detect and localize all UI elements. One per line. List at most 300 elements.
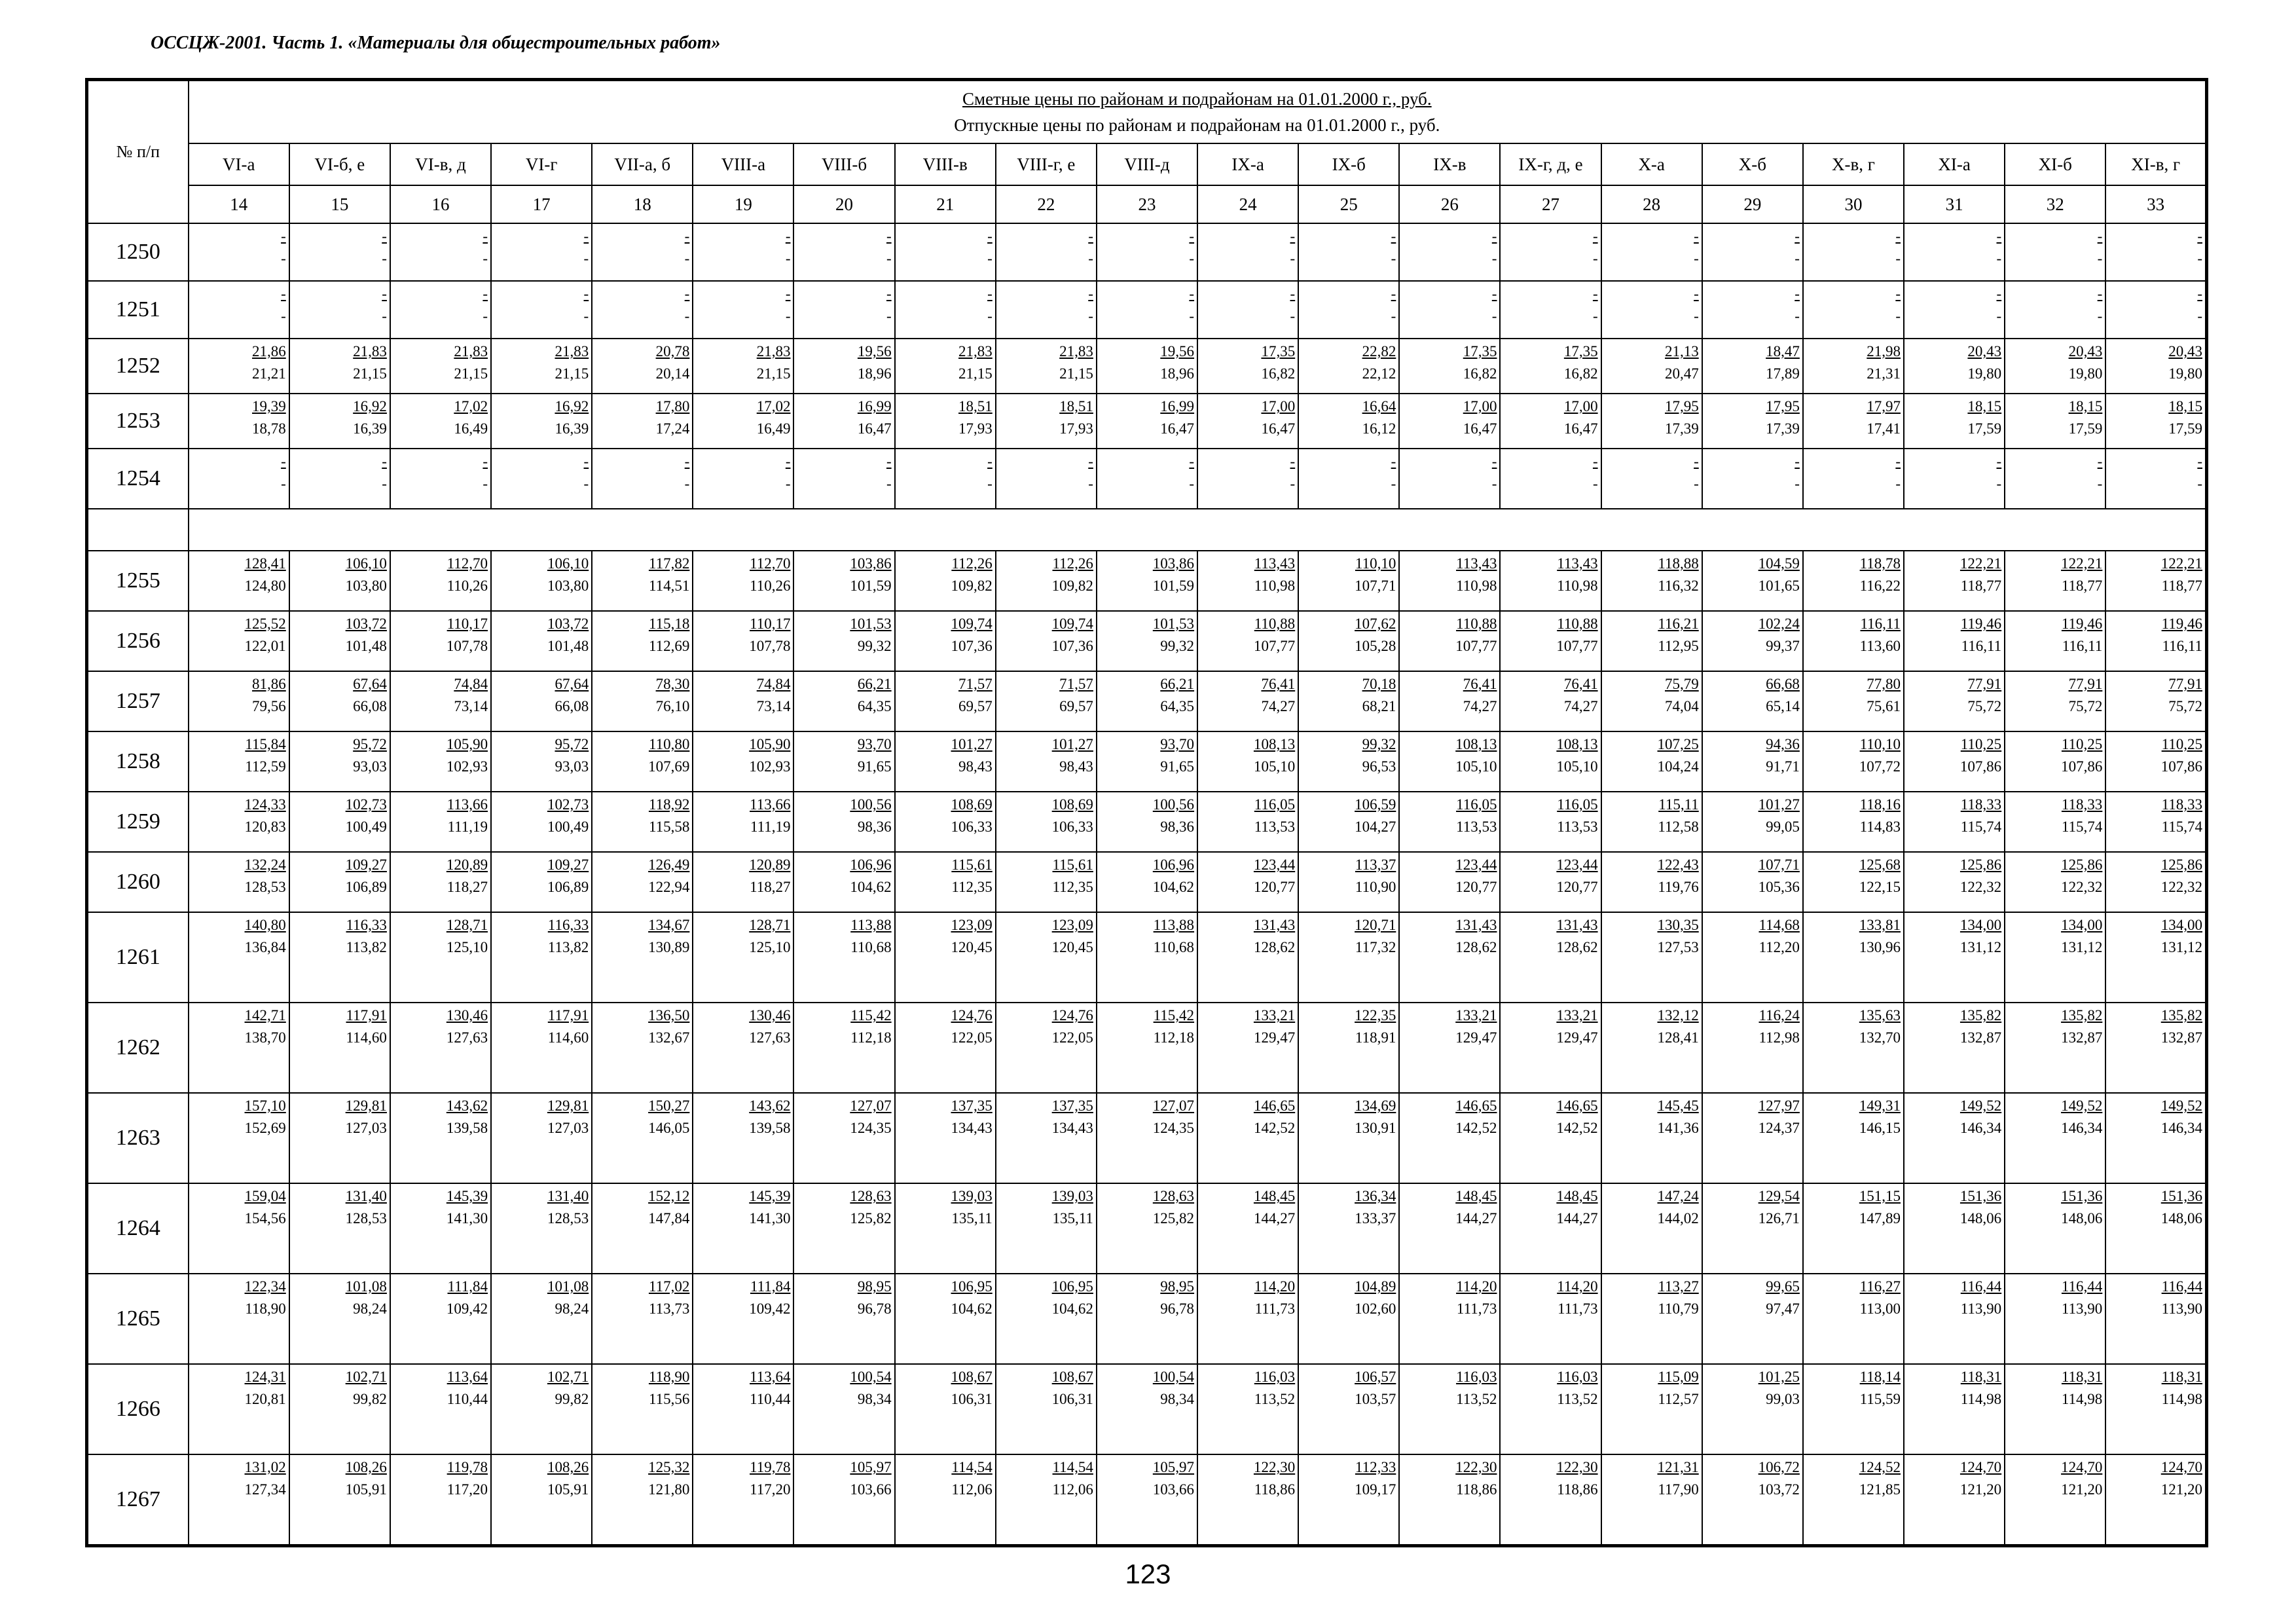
price-cell — [390, 1454, 491, 1546]
price-cell — [1601, 1183, 1702, 1274]
estimate-price: 106,59 — [1355, 796, 1396, 813]
price-cell — [1601, 551, 1702, 611]
region-header: Х-в, г — [1803, 143, 1904, 185]
region-header: VIII-б — [793, 143, 894, 185]
release-price: 109,82 — [951, 578, 993, 594]
release-price: 112,35 — [1052, 879, 1093, 895]
release-price: 113,90 — [2061, 1301, 2103, 1317]
estimate-price: 113,88 — [850, 917, 892, 933]
price-cell — [996, 792, 1097, 852]
estimate-price: 122,30 — [1455, 1459, 1497, 1475]
price-cell — [1601, 671, 1702, 731]
price-cell — [1399, 1454, 1500, 1546]
estimate-price: 117,82 — [648, 555, 690, 572]
estimate-price: 116,11 — [1860, 616, 1901, 632]
estimate-price: 18,15 — [2068, 398, 2103, 415]
price-cell — [1500, 792, 1601, 852]
estimate-price: 128,71 — [446, 917, 488, 933]
price-cell — [1803, 611, 1904, 671]
release-price: - — [483, 308, 488, 324]
price-cell — [2105, 1364, 2206, 1454]
release-price: 112,06 — [1052, 1481, 1093, 1498]
estimate-price: 99,65 — [1766, 1278, 1800, 1295]
release-price: 16,82 — [1463, 365, 1497, 382]
release-price: 112,57 — [1658, 1391, 1699, 1407]
release-price: - — [1189, 475, 1195, 492]
price-cell — [390, 611, 491, 671]
price-cell — [1197, 223, 1298, 281]
estimate-price: 118,88 — [1658, 555, 1699, 572]
price-cell — [1601, 1093, 1702, 1183]
estimate-price: 19,56 — [857, 343, 892, 360]
estimate-price: 146,65 — [1556, 1098, 1598, 1114]
estimate-price: 106,96 — [1152, 857, 1195, 873]
release-price: 120,81 — [244, 1391, 286, 1407]
price-cell — [491, 223, 592, 281]
release-price: 75,72 — [2168, 698, 2202, 714]
release-price: 117,20 — [750, 1481, 791, 1498]
estimate-price: - — [583, 453, 589, 470]
price-cell — [491, 912, 592, 1003]
price-cell — [1601, 339, 1702, 394]
release-price: 115,74 — [1960, 819, 2002, 835]
release-price: 21,15 — [958, 365, 993, 382]
release-price: 118,77 — [2061, 578, 2103, 594]
price-cell — [289, 1454, 390, 1546]
estimate-price: 109,27 — [547, 857, 589, 873]
region-header: VIII-а — [693, 143, 793, 185]
release-price: 128,62 — [1556, 939, 1598, 955]
release-price: - — [1795, 250, 1800, 267]
release-price: 93,03 — [353, 758, 387, 775]
release-price: 99,82 — [555, 1391, 589, 1407]
release-price: 113,90 — [2161, 1301, 2202, 1317]
estimate-price: 77,91 — [1967, 676, 2002, 692]
estimate-price: 118,16 — [1859, 796, 1901, 813]
estimate-price: - — [1592, 453, 1598, 470]
price-cell — [592, 223, 693, 281]
release-price: 116,11 — [2062, 638, 2103, 654]
price-cell — [390, 852, 491, 912]
estimate-price: - — [785, 228, 791, 244]
price-cell — [1803, 223, 1904, 281]
release-price: 93,03 — [555, 758, 589, 775]
price-cell — [1601, 1364, 1702, 1454]
estimate-price: 116,33 — [547, 917, 589, 933]
release-price: 115,74 — [2161, 819, 2202, 835]
estimate-price: 151,36 — [1959, 1188, 2002, 1204]
row-id: 1253 — [87, 394, 189, 449]
release-price: 110,68 — [850, 939, 892, 955]
price-cell — [592, 611, 693, 671]
table-row — [87, 731, 2207, 792]
estimate-price: 125,86 — [2061, 857, 2103, 873]
price-cell — [491, 611, 592, 671]
price-cell — [1702, 912, 1803, 1003]
price-cell — [189, 551, 289, 611]
estimate-price: 123,09 — [1051, 917, 1093, 933]
release-price: 16,12 — [1362, 420, 1396, 437]
estimate-price: - — [2097, 453, 2103, 470]
row-id: 1265 — [87, 1274, 189, 1364]
release-price: - — [987, 475, 993, 492]
release-price: 105,10 — [1455, 758, 1497, 775]
price-cell — [693, 912, 793, 1003]
release-price: 109,82 — [1051, 578, 1093, 594]
column-number: 19 — [693, 185, 793, 223]
estimate-price: 122,34 — [244, 1278, 286, 1295]
release-price: - — [1491, 250, 1497, 267]
estimate-price: 137,35 — [951, 1098, 993, 1114]
estimate-price: 148,45 — [1455, 1188, 1497, 1204]
estimate-price: 101,27 — [951, 736, 993, 752]
estimate-price: 94,36 — [1766, 736, 1800, 752]
estimate-price: - — [684, 286, 690, 302]
region-header: Х-а — [1601, 143, 1702, 185]
price-cell — [2005, 394, 2105, 449]
estimate-price: 98,95 — [1160, 1278, 1195, 1295]
release-price: 112,59 — [245, 758, 286, 775]
estimate-price: 100,54 — [1152, 1369, 1195, 1385]
estimate-price: 124,33 — [244, 796, 286, 813]
release-price: 124,35 — [1152, 1120, 1195, 1136]
estimate-price: 124,31 — [244, 1369, 286, 1385]
price-cell — [2005, 281, 2105, 339]
release-price: 104,62 — [1152, 879, 1195, 895]
price-cell — [996, 671, 1097, 731]
estimate-price: 123,09 — [951, 917, 993, 933]
price-cell — [793, 281, 894, 339]
price-cell — [1601, 449, 1702, 509]
price-cell — [1904, 1364, 2005, 1454]
release-price: 68,21 — [1362, 698, 1396, 714]
price-cell — [693, 1183, 793, 1274]
release-price: 141,36 — [1657, 1120, 1699, 1136]
estimate-price: 105,90 — [749, 736, 791, 752]
price-cell — [592, 852, 693, 912]
estimate-price: - — [1491, 453, 1497, 470]
estimate-price: 150,27 — [648, 1098, 690, 1114]
release-price: 18,96 — [1160, 365, 1195, 382]
release-price: 154,56 — [244, 1210, 286, 1227]
release-price: - — [1795, 308, 1800, 324]
estimate-price: 105,90 — [446, 736, 488, 752]
release-price: 107,77 — [1253, 638, 1296, 654]
release-price: - — [1592, 308, 1598, 324]
release-price: 114,60 — [547, 1029, 589, 1046]
price-cell — [996, 912, 1097, 1003]
release-price: 102,93 — [446, 758, 488, 775]
price-cell — [592, 281, 693, 339]
price-cell — [1702, 551, 1803, 611]
price-cell — [1803, 449, 1904, 509]
release-price: 148,06 — [2061, 1210, 2103, 1227]
price-cell — [793, 792, 894, 852]
price-cell — [895, 449, 996, 509]
price-cell — [693, 1454, 793, 1546]
release-price: 74,27 — [1563, 698, 1598, 714]
price-cell — [189, 792, 289, 852]
release-price: 122,32 — [2160, 879, 2202, 895]
estimate-price: 148,45 — [1253, 1188, 1296, 1204]
estimate-price: 104,59 — [1758, 555, 1800, 572]
release-price: 19,80 — [1967, 365, 2002, 382]
release-price: 21,15 — [756, 365, 791, 382]
price-cell — [289, 611, 390, 671]
price-cell — [289, 1274, 390, 1364]
estimate-price: 22,82 — [1362, 343, 1396, 360]
price-cell — [793, 731, 894, 792]
release-price: 128,53 — [345, 1210, 387, 1227]
price-cell — [1399, 792, 1500, 852]
price-cell — [895, 1454, 996, 1546]
estimate-price: 116,44 — [2061, 1278, 2103, 1295]
price-cell — [996, 281, 1097, 339]
estimate-price: 71,57 — [958, 676, 993, 692]
estimate-price: - — [382, 453, 387, 470]
price-cell — [1702, 281, 1803, 339]
price-cell — [1803, 339, 1904, 394]
estimate-price: 131,02 — [244, 1459, 286, 1475]
price-cell — [1904, 792, 2005, 852]
price-cell — [793, 1454, 894, 1546]
estimate-price: - — [281, 228, 286, 244]
price-cell — [491, 394, 592, 449]
release-price: 112,18 — [850, 1029, 892, 1046]
estimate-price: 108,69 — [951, 796, 993, 813]
release-price: 17,59 — [2168, 420, 2202, 437]
price-cell — [693, 339, 793, 394]
price-cell — [1904, 731, 2005, 792]
estimate-price: - — [1895, 228, 1901, 244]
price-cell — [895, 1364, 996, 1454]
price-cell — [1399, 1183, 1500, 1274]
estimate-price: 16,64 — [1362, 398, 1396, 415]
release-price: 99,37 — [1766, 638, 1800, 654]
estimate-price: 100,56 — [850, 796, 892, 813]
release-price: 132,70 — [1859, 1029, 1901, 1046]
release-price: - — [281, 250, 286, 267]
estimate-price: - — [987, 286, 993, 302]
estimate-price: - — [1996, 286, 2002, 302]
price-cell — [1197, 1183, 1298, 1274]
release-price: - — [281, 475, 286, 492]
estimate-price: - — [1189, 453, 1195, 470]
release-price: 113,52 — [1456, 1391, 1497, 1407]
estimate-price: 118,31 — [1960, 1369, 2002, 1385]
estimate-price: 113,43 — [1456, 555, 1497, 572]
estimate-price: 17,00 — [1463, 398, 1497, 415]
estimate-price: 20,43 — [2068, 343, 2103, 360]
price-cell — [189, 223, 289, 281]
release-price: 122,01 — [244, 638, 286, 654]
release-price: - — [583, 250, 589, 267]
estimate-price: 132,12 — [1657, 1007, 1699, 1024]
price-cell — [1702, 1274, 1803, 1364]
row-id: 1259 — [87, 792, 189, 852]
release-price: 113,73 — [648, 1301, 690, 1317]
price-cell — [1601, 792, 1702, 852]
estimate-price: 130,46 — [446, 1007, 488, 1024]
price-cell — [1097, 912, 1197, 1003]
column-number: 33 — [2105, 185, 2206, 223]
release-price: 102,60 — [1355, 1301, 1396, 1317]
release-price: - — [1290, 250, 1296, 267]
estimate-price: 149,52 — [2061, 1098, 2103, 1114]
release-price: 144,27 — [1455, 1210, 1497, 1227]
estimate-price: 119,46 — [2061, 616, 2103, 632]
estimate-price: 124,76 — [951, 1007, 993, 1024]
price-cell — [1803, 281, 1904, 339]
release-price: 131,12 — [1959, 939, 2002, 955]
release-price: 109,42 — [446, 1301, 488, 1317]
release-price: 105,10 — [1253, 758, 1296, 775]
estimate-price: 128,41 — [244, 555, 286, 572]
release-price: 107,72 — [1859, 758, 1901, 775]
price-cell — [693, 1364, 793, 1454]
release-price: 128,41 — [1657, 1029, 1699, 1046]
estimate-price: 148,45 — [1556, 1188, 1598, 1204]
release-price: - — [1088, 308, 1093, 324]
table-row — [87, 611, 2207, 671]
estimate-price: 122,21 — [2061, 555, 2103, 572]
release-price: 116,22 — [1859, 578, 1901, 594]
price-cell — [895, 1093, 996, 1183]
price-cell — [1097, 1093, 1197, 1183]
release-price: 114,98 — [1960, 1391, 2002, 1407]
release-price: 106,89 — [547, 879, 589, 895]
price-cell — [1601, 731, 1702, 792]
release-price: 113,52 — [1254, 1391, 1296, 1407]
estimate-price: 116,03 — [1456, 1369, 1497, 1385]
price-cell — [1601, 281, 1702, 339]
price-cell — [491, 1183, 592, 1274]
estimate-price: 130,46 — [749, 1007, 791, 1024]
column-number: 21 — [895, 185, 996, 223]
price-cell — [1500, 281, 1601, 339]
release-price: - — [281, 308, 286, 324]
release-price: 146,34 — [2160, 1120, 2202, 1136]
price-cell — [693, 223, 793, 281]
row-id: 1266 — [87, 1364, 189, 1454]
price-cell — [1097, 731, 1197, 792]
estimate-price: - — [1189, 286, 1195, 302]
release-price: 75,72 — [1967, 698, 2002, 714]
price-cell — [1702, 449, 1803, 509]
row-id: 1263 — [87, 1093, 189, 1183]
estimate-price: 77,91 — [2068, 676, 2103, 692]
price-cell — [1197, 1274, 1298, 1364]
price-cell — [693, 611, 793, 671]
release-price: 21,21 — [252, 365, 286, 382]
region-header: Х-б — [1702, 143, 1803, 185]
estimate-price: - — [1694, 286, 1699, 302]
estimate-price: 124,76 — [1051, 1007, 1093, 1024]
release-price: 110,90 — [1355, 879, 1396, 895]
estimate-price: 123,44 — [1556, 857, 1598, 873]
release-price: 128,53 — [244, 879, 286, 895]
price-cell — [793, 1274, 894, 1364]
release-price: - — [684, 308, 690, 324]
release-price: 118,90 — [245, 1301, 286, 1317]
price-cell — [189, 731, 289, 792]
release-price: 131,12 — [2061, 939, 2103, 955]
price-cell — [592, 449, 693, 509]
price-cell — [1298, 1274, 1399, 1364]
release-price: 148,06 — [1959, 1210, 2002, 1227]
estimate-price: 100,54 — [850, 1369, 892, 1385]
column-number: 31 — [1904, 185, 2005, 223]
estimate-price: - — [2197, 228, 2202, 244]
estimate-price: 17,02 — [756, 398, 791, 415]
estimate-price: 116,44 — [1960, 1278, 2002, 1295]
estimate-price: - — [886, 228, 892, 244]
estimate-price: 134,00 — [2160, 917, 2202, 933]
estimate-price: 130,35 — [1657, 917, 1699, 933]
estimate-price: 124,70 — [2061, 1459, 2103, 1475]
estimate-price: 103,86 — [1152, 555, 1195, 572]
price-cell — [289, 1093, 390, 1183]
estimate-price: - — [1996, 453, 2002, 470]
table-row — [87, 394, 2207, 449]
estimate-price: 109,74 — [951, 616, 993, 632]
release-price: 125,10 — [446, 939, 488, 955]
price-cell — [1298, 394, 1399, 449]
release-price: 101,48 — [345, 638, 387, 654]
release-price: 98,24 — [353, 1301, 387, 1317]
estimate-price: 125,52 — [244, 616, 286, 632]
estimate-price: 101,27 — [1051, 736, 1093, 752]
release-price: 125,82 — [850, 1210, 892, 1227]
price-cell — [1500, 1274, 1601, 1364]
release-price: 146,05 — [648, 1120, 690, 1136]
estimate-price: 66,21 — [1160, 676, 1195, 692]
release-price: 97,47 — [1766, 1301, 1800, 1317]
price-cell — [895, 912, 996, 1003]
estimate-price: 116,03 — [1254, 1369, 1296, 1385]
release-price: 110,79 — [1658, 1301, 1699, 1317]
release-price: 125,10 — [749, 939, 791, 955]
release-price: 107,78 — [446, 638, 488, 654]
price-cell — [1601, 611, 1702, 671]
price-cell — [1500, 731, 1601, 792]
estimate-price: 127,07 — [850, 1098, 892, 1114]
release-price: - — [1088, 250, 1093, 267]
region-header-row — [87, 143, 2207, 185]
price-cell — [996, 731, 1097, 792]
price-cell — [592, 792, 693, 852]
release-price: 113,90 — [1960, 1301, 2002, 1317]
estimate-price: - — [2097, 286, 2103, 302]
release-price: 116,11 — [2162, 638, 2202, 654]
estimate-price: 131,43 — [1556, 917, 1598, 933]
estimate-price: 151,36 — [2061, 1188, 2103, 1204]
estimate-price: 106,96 — [850, 857, 892, 873]
estimate-price: 131,40 — [547, 1188, 589, 1204]
release-price: 139,58 — [446, 1120, 488, 1136]
estimate-price: 132,24 — [244, 857, 286, 873]
price-cell — [390, 223, 491, 281]
row-id: 1261 — [87, 912, 189, 1003]
price-cell — [1399, 731, 1500, 792]
price-cell — [1197, 731, 1298, 792]
price-cell — [1097, 394, 1197, 449]
release-price: 107,86 — [2061, 758, 2103, 775]
estimate-price: 77,91 — [2168, 676, 2202, 692]
estimate-price: 17,95 — [1665, 398, 1699, 415]
price-cell — [1702, 852, 1803, 912]
price-cell — [289, 1003, 390, 1093]
